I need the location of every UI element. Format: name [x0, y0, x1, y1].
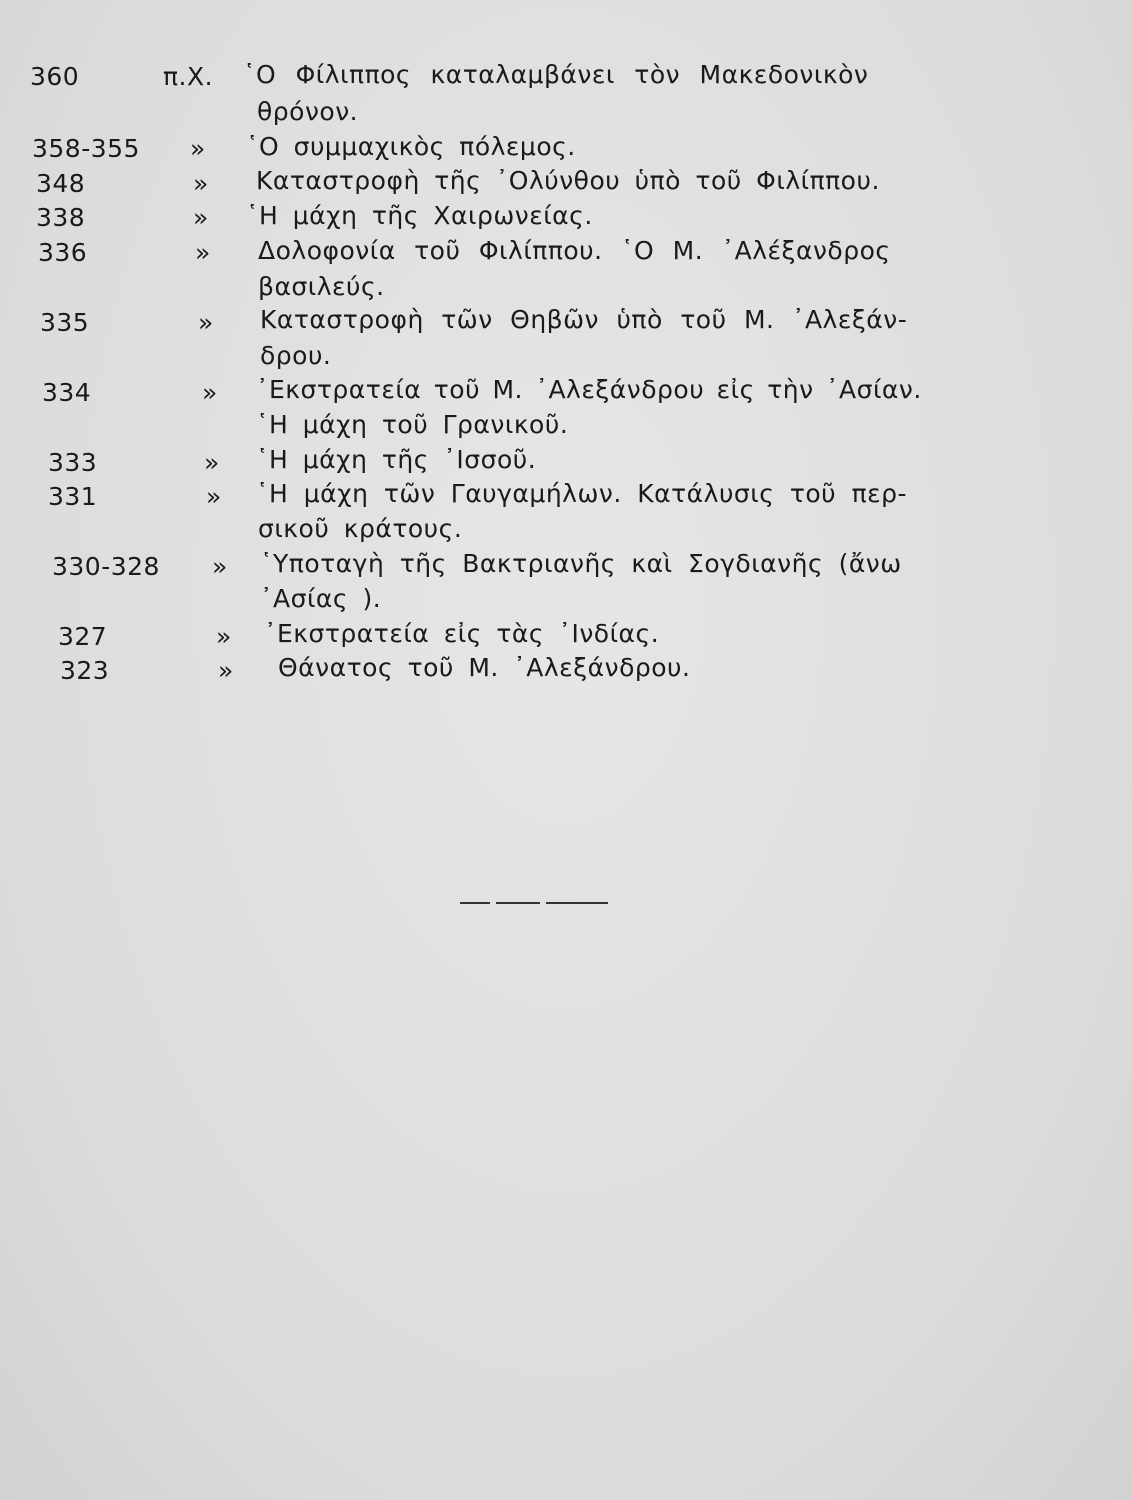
entry-year: 334 [42, 378, 92, 407]
entry-text-line: ῾Ο συμμαχικὸς πόλεμος. [246, 132, 576, 161]
entry-year: 360 [30, 62, 80, 91]
entry-year: 338 [36, 203, 86, 232]
entry-ditto-mark: » [216, 622, 232, 651]
entry-ditto-mark: » [218, 656, 234, 685]
entry-year: 336 [38, 238, 88, 267]
entry-text-line: ῾Η μάχη τοῦ Γρανικοῦ. [256, 410, 569, 439]
entry-text-line: ᾿Εκστρατεία τοῦ Μ. ᾿Αλεξάνδρου εἰς τὴν ᾿Ασίαν. [256, 375, 922, 404]
entry-text-line: ᾿Ασίας ). [260, 584, 382, 613]
entry-text-line: θρόνον. [257, 97, 359, 126]
entry-year: 335 [40, 308, 90, 337]
entry-year: 348 [36, 169, 86, 198]
entry-year: 358-355 [32, 134, 140, 163]
entry-ditto-mark: » [204, 448, 220, 477]
entry-year: 323 [60, 656, 110, 685]
entry-ditto-mark: » [190, 134, 206, 163]
entry-ditto-mark: » [206, 482, 222, 511]
entry-ditto-mark: » [193, 169, 209, 198]
entry-year: 331 [48, 482, 98, 511]
entry-text-line: βασιλεύς. [258, 272, 385, 301]
entry-text-line: Καταστροφὴ τῶν Θηβῶν ὑπὸ τοῦ Μ. ᾿Αλεξάν- [260, 305, 908, 334]
entry-text-line: ῾Η μάχη τῶν Γαυγαμήλων. Κατάλυσις τοῦ περ- [256, 479, 908, 508]
entry-year: 330-328 [52, 552, 160, 581]
entry-text-line: ῾Η μάχη τῆς Χαιρωνείας. [246, 201, 593, 230]
entry-text-line: ῾Η μάχη τῆς ᾿Ισσοῦ. [256, 445, 537, 474]
entry-era-mark: π.Χ. [163, 62, 214, 91]
entry-text-line: Δολοφονία τοῦ Φιλίππου. ῾Ο Μ. ᾿Αλέξανδρος [258, 236, 891, 265]
entry-ditto-mark: » [198, 308, 214, 337]
entry-text-line: δρου. [260, 341, 332, 370]
entry-text-line: Θάνατος τοῦ Μ. ᾿Αλεξάνδρου. [278, 653, 691, 682]
entry-year: 327 [58, 622, 108, 651]
entry-text-line: ῾Υποταγὴ τῆς Βακτριανῆς καὶ Σογδιανῆς (ἄνω [260, 549, 902, 578]
end-rule-segment [546, 902, 608, 904]
entry-text-line: ᾿Εκστρατεία εἰς τὰς ᾿Ινδίας. [264, 619, 660, 648]
entry-text-line: Καταστροφὴ τῆς ᾿Ολύνθου ὑπὸ τοῦ Φιλίππου. [256, 166, 880, 195]
entry-ditto-mark: » [202, 378, 218, 407]
entry-text-line: ῾Ο Φίλιππος καταλαμβάνει τὸν Μακεδονικὸν [243, 60, 869, 89]
entry-year: 333 [48, 448, 98, 477]
entry-ditto-mark: » [195, 238, 211, 267]
entry-ditto-mark: » [193, 203, 209, 232]
end-rule-segment [460, 902, 490, 904]
entry-text-line: σικοῦ κράτους. [258, 514, 463, 543]
entry-ditto-mark: » [212, 552, 228, 581]
end-rule-segment [496, 902, 540, 904]
